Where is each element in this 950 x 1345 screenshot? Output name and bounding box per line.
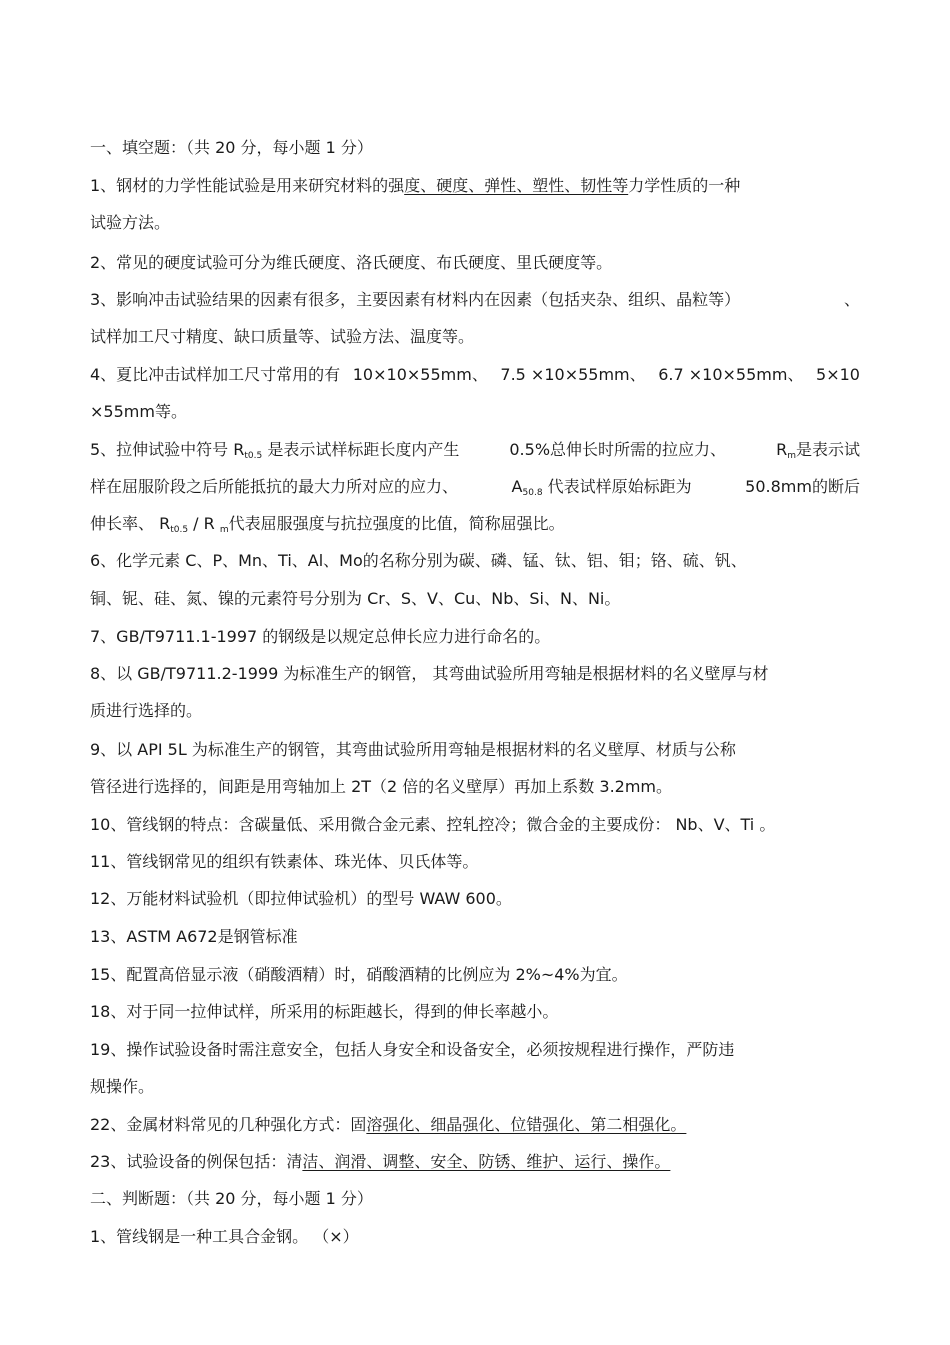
question-8-line-2: 质进行选择的。 (90, 701, 203, 720)
question-22: 22、金属材料常见的几种强化方式：固溶强化、细晶强化、位错强化、第二相强化。 (90, 1115, 687, 1134)
question-8-line-1: 8、以 GB/T9711.2-1999 为标准生产的钢管， 其弯曲试验所用弯轴是根据材料的名义壁厚与材 (90, 664, 769, 683)
question-23: 23、试验设备的例保包括：清洁、润滑、调整、安全、防锈、维护、运行、操作。 (90, 1152, 671, 1171)
question-9-line-2: 管径进行选择的，间距是用弯轴加上 2T（2 倍的名义壁厚）再加上系数 3.2mm。 (90, 777, 673, 796)
question-4-line-1: 4、夏比冲击试样加工尺寸常用的有 10×10×55mm、 7.5 ×10×55mm、 6.7 ×10×55mm、 5×10 (90, 365, 860, 384)
question-11: 11、管线钢常见的组织有铁素体、珠光体、贝氏体等。 (90, 852, 479, 871)
section-heading-fill-blank: 一、填空题：（共 20 分，每小题 1 分） (90, 138, 373, 157)
question-2: 2、常见的硬度试验可分为维氏硬度、洛氏硬度、布氏硬度、里氏硬度等。 (90, 253, 613, 272)
question-3-line-2: 试样加工尺寸精度、缺口质量等、试验方法、温度等。 (90, 327, 475, 346)
question-18: 18、对于同一拉伸试样，所采用的标距越长，得到的伸长率越小。 (90, 1002, 559, 1021)
question-19-line-1: 19、操作试验设备时需注意安全，包括人身安全和设备安全，必须按规程进行操作，严防违 (90, 1040, 735, 1059)
question-10: 10、管线钢的特点：含碳量低、采用微合金元素、控轧控冷；微合金的主要成份： Nb、V、Ti 。 (90, 815, 776, 834)
question-6-line-1: 6、化学元素 C、P、Mn、Ti、Al、Mo的名称分别为碳、磷、锰、钛、铝、钼；铬、硫、钒、 (90, 551, 747, 570)
question-5-line-3: 伸长率、 $R_{t0.5}$ / R $_m$代表屈服强度与抗拉强度的比值，简称屈强比。 (90, 514, 565, 535)
question-9-line-1: 9、以 API 5L 为标准生产的钢管，其弯曲试验所用弯轴是根据材料的名义壁厚、材质与公称 (90, 740, 736, 759)
true-false-question-1: 1、管线钢是一种工具合金钢。 （×） (90, 1227, 359, 1246)
question-12: 12、万能材料试验机（即拉伸试验机）的型号 WAW 600。 (90, 889, 512, 908)
question-5-line-1: 5、拉伸试验中符号 $R_{t0.5}$ 是表示试样标距长度内产生 0.5%总伸长时所需的拉应力、 $R_m$是表示试 (90, 440, 860, 461)
question-6-line-2: 铜、铌、硅、氮、镍的元素符号分别为 Cr、S、V、Cu、Nb、Si、N、Ni。 (90, 589, 621, 608)
answer-underline: 溶强化、细晶强化、位错强化、第二相强化。 (366, 1115, 687, 1134)
question-13: 13、ASTM A672是钢管标准 (90, 927, 298, 946)
question-5-line-2: 样在屈服阶段之后所能抵抗的最大力所对应的应力、 $A_{50.8}$ 代表试样原始标距为 50.8mm的断后 (90, 477, 860, 498)
answer-underline: 度、硬度、弹性、塑性、韧性等 (404, 176, 629, 195)
question-19-line-2: 规操作。 (90, 1077, 155, 1096)
section-heading-true-false: 二、判断题：（共 20 分，每小题 1 分） (90, 1189, 373, 1208)
question-1-line-1: 1、钢材的力学性能试验是用来研究材料的强度、硬度、弹性、塑性、韧性等力学性质的一种 (90, 176, 741, 195)
question-3-line-1: 3、影响冲击试验结果的因素有很多，主要因素有材料内在因素（包括夹杂、组织、晶粒等） 、 (90, 290, 860, 309)
answer-underline: 洁、润滑、调整、安全、防锈、维护、运行、操作。 (302, 1152, 671, 1171)
question-15: 15、配置高倍显示液（硝酸酒精）时，硝酸酒精的比例应为 2%~4%为宜。 (90, 965, 628, 984)
question-1-line-2: 试验方法。 (90, 213, 171, 232)
question-4-line-2: ×55mm等。 (90, 402, 187, 421)
question-7: 7、GB/T9711.1-1997 的钢级是以规定总伸长应力进行命名的。 (90, 627, 551, 646)
